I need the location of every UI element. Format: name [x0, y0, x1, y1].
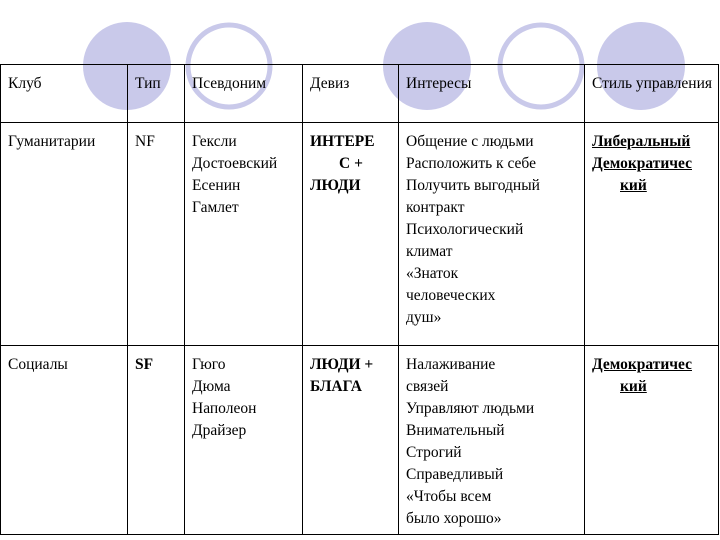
cell-club: Социалы — [1, 346, 128, 535]
cell-pseudonyms: Гюго Дюма Наполеон Драйзер — [185, 346, 303, 535]
header-club: Клуб — [1, 65, 128, 123]
clubs-table — [0, 64, 719, 535]
cell-style: Демократичес кий — [585, 346, 719, 535]
table-row — [1, 123, 719, 346]
header-pseudonym: Псевдоним — [185, 65, 303, 123]
cell-club: Гуманитарии — [1, 123, 128, 346]
cell-style: Либеральный Демократичес кий — [585, 123, 719, 346]
cell-motto: ИНТЕРЕ С + ЛЮДИ — [303, 123, 399, 346]
cell-motto: ЛЮДИ + БЛАГА — [303, 346, 399, 535]
cell-type: SF — [128, 346, 185, 535]
cell-type: NF — [128, 123, 185, 346]
cell-interests: Общение с людьми Расположить к себе Получить выгодный контракт Психологический климат «Знаток человеческих душ» — [399, 123, 585, 346]
cell-pseudonyms: Гексли Достоевский Есенин Гамлет — [185, 123, 303, 346]
header-motto: Девиз — [303, 65, 399, 123]
table-row — [1, 346, 719, 535]
header-interests: Интересы — [399, 65, 585, 123]
table-header-row — [1, 65, 719, 123]
header-style: Стиль управления — [585, 65, 719, 123]
cell-interests: Налаживание связей Управляют людьми Внимательный Строгий Справедливый «Чтобы всем было хорошо» — [399, 346, 585, 535]
header-type: Тип — [128, 65, 185, 123]
